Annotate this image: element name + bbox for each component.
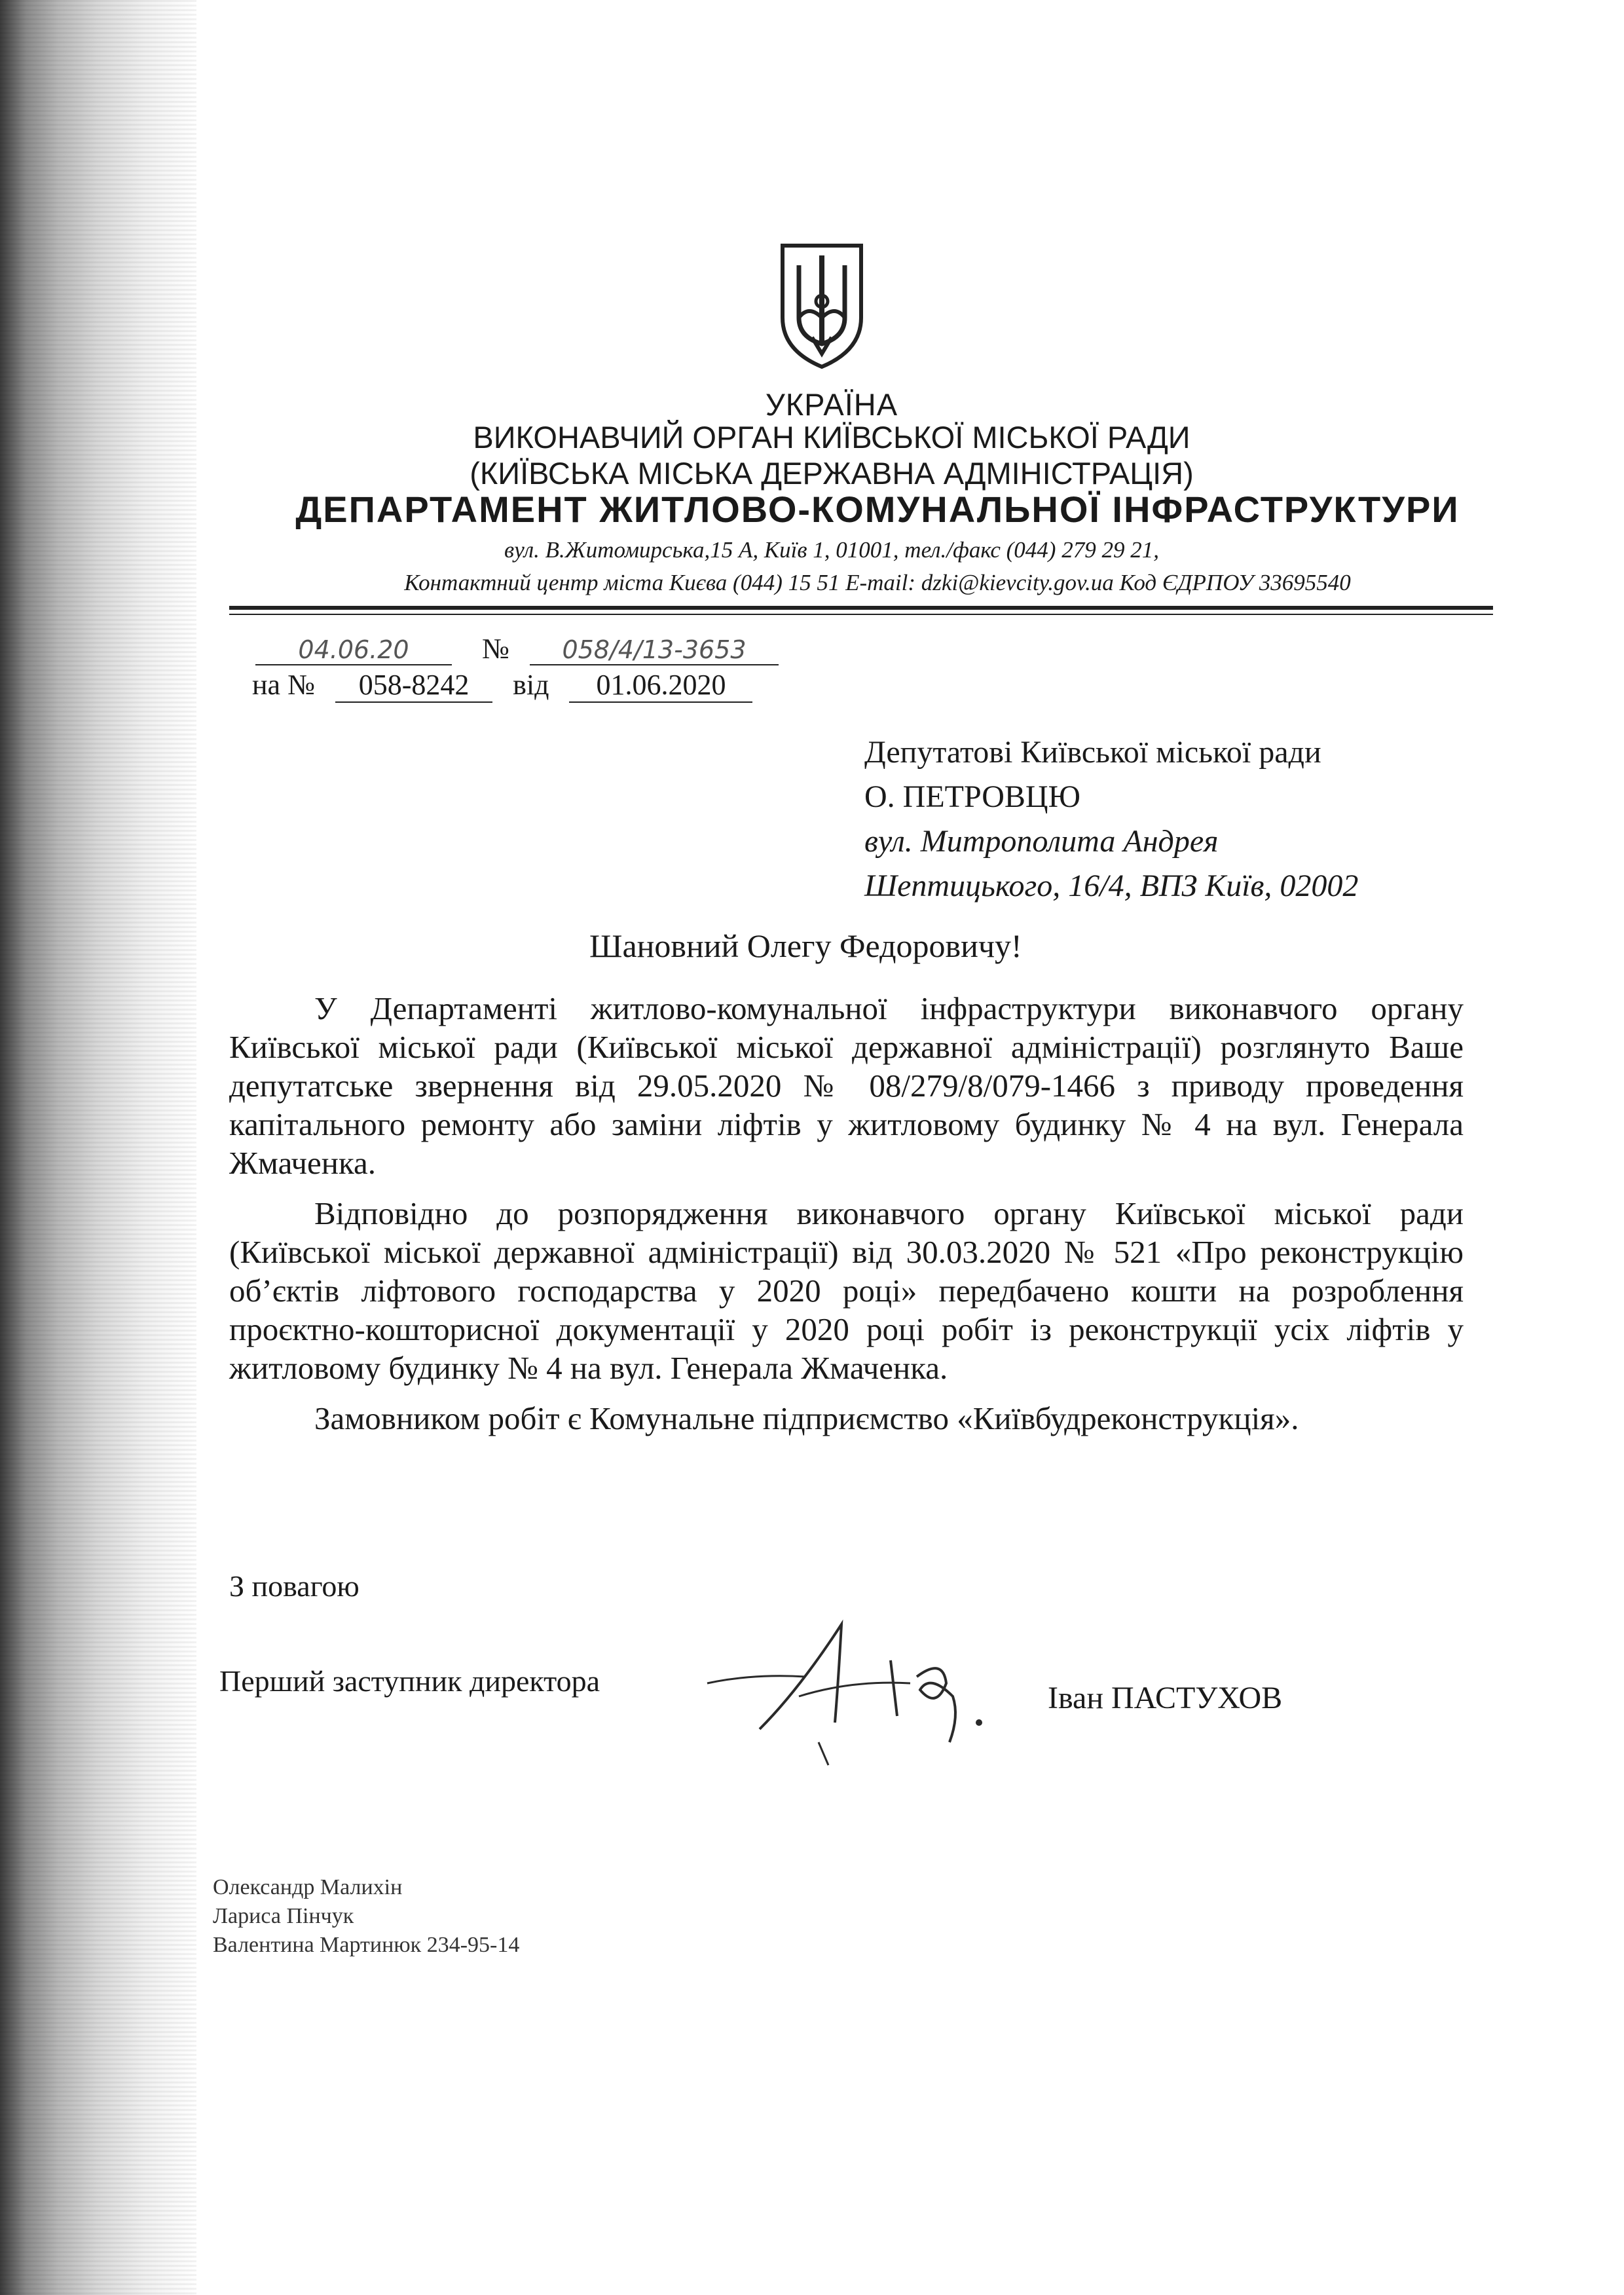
salutation: Шановний Олегу Федоровичу!	[589, 927, 1022, 964]
reply-from-label: від	[513, 669, 549, 701]
executor-1: Олександр Малихін	[213, 1875, 403, 1899]
handwritten-signature	[701, 1611, 1041, 1782]
header-administration: (КИЇВСЬКА МІСЬКА ДЕРЖАВНА АДМІНІСТРАЦІЯ)	[470, 456, 1194, 491]
header-rule-thin	[229, 614, 1493, 615]
header-rule-thick	[229, 606, 1493, 610]
reply-label: на №	[252, 669, 316, 701]
executors-list	[213, 1873, 519, 1960]
header-country: УКРАЇНА	[765, 387, 898, 422]
addressee-line1: Депутатові Київської міської ради	[864, 735, 1321, 770]
reply-line	[252, 668, 752, 703]
body-paragraph-1: У Департаменті житлово-комунальної інфраструктури виконавчого органу Київської міської ради (Київської міської державної адміністрації) розглянуто Ваше депутатське звернення від 29.05.2020 № 08/279/8/079-1466 з приводу проведення капітального ремонту або заміни ліфтів у житловому будинку № 4 на вул. Генерала Жмаченка.	[229, 990, 1464, 1181]
body-paragraph-2: Відповідно до розпорядження виконавчого органу Київської міської ради (Київської міської державної адміністрації) від 30.03.2020 № 521 «Про реконструкцію об’єктів ліфтового господарства у 2020 році» передбачено кошти на розроблення проєктно-кошторисної документації у 2020 році робіт із реконструкції усіх ліфтів у житловому будинку № 4 на вул. Генерала Жмаченка.	[229, 1195, 1464, 1386]
executor-3: Валентина Мартинюк 234-95-14	[213, 1933, 520, 1957]
header-address: вул. В.Житомирська,15 А, Київ 1, 01001, тел./факс (044) 279 29 21,	[504, 537, 1159, 563]
signer-position: Перший заступник директора	[219, 1664, 600, 1698]
reply-date: 01.06.2020	[569, 668, 752, 703]
registration-no-label: №	[482, 633, 509, 665]
body-paragraph-3: Замовником робіт є Комунальне підприємство «Київбудреконструкція».	[314, 1400, 1299, 1436]
registration-line	[255, 632, 779, 665]
header-department: ДЕПАРТАМЕНТ ЖИТЛОВО-КОМУНАЛЬНОЇ ІНФРАСТРУКТУРИ	[295, 489, 1460, 530]
signer-name: Іван ПАСТУХОВ	[1048, 1681, 1283, 1715]
letter-body	[229, 989, 1464, 1449]
registration-number: 058/4/13-3653	[530, 635, 779, 665]
coat-of-arms-trident-icon	[776, 239, 868, 370]
scan-shadow-edge	[0, 0, 196, 2295]
addressee-street2: Шептицького, 16/4, ВПЗ Київ, 02002	[864, 868, 1359, 903]
addressee-name: О. ПЕТРОВЦЮ	[864, 779, 1080, 814]
closing-regards: З повагою	[229, 1569, 360, 1603]
addressee-block	[864, 730, 1585, 908]
header-organization: ВИКОНАВЧИЙ ОРГАН КИЇВСЬКОЇ МІСЬКОЇ РАДИ	[473, 420, 1190, 455]
registration-date: 04.06.20	[255, 635, 452, 665]
executor-2: Лариса Пінчук	[213, 1904, 354, 1928]
header-contact: Контактний центр міста Києва (044) 15 51 E-mail: dzki@kievcity.gov.ua Код ЄДРПОУ 33695540	[404, 570, 1351, 595]
addressee-street1: вул. Митрополита Андрея	[864, 824, 1219, 859]
reply-number: 058-8242	[335, 668, 492, 703]
